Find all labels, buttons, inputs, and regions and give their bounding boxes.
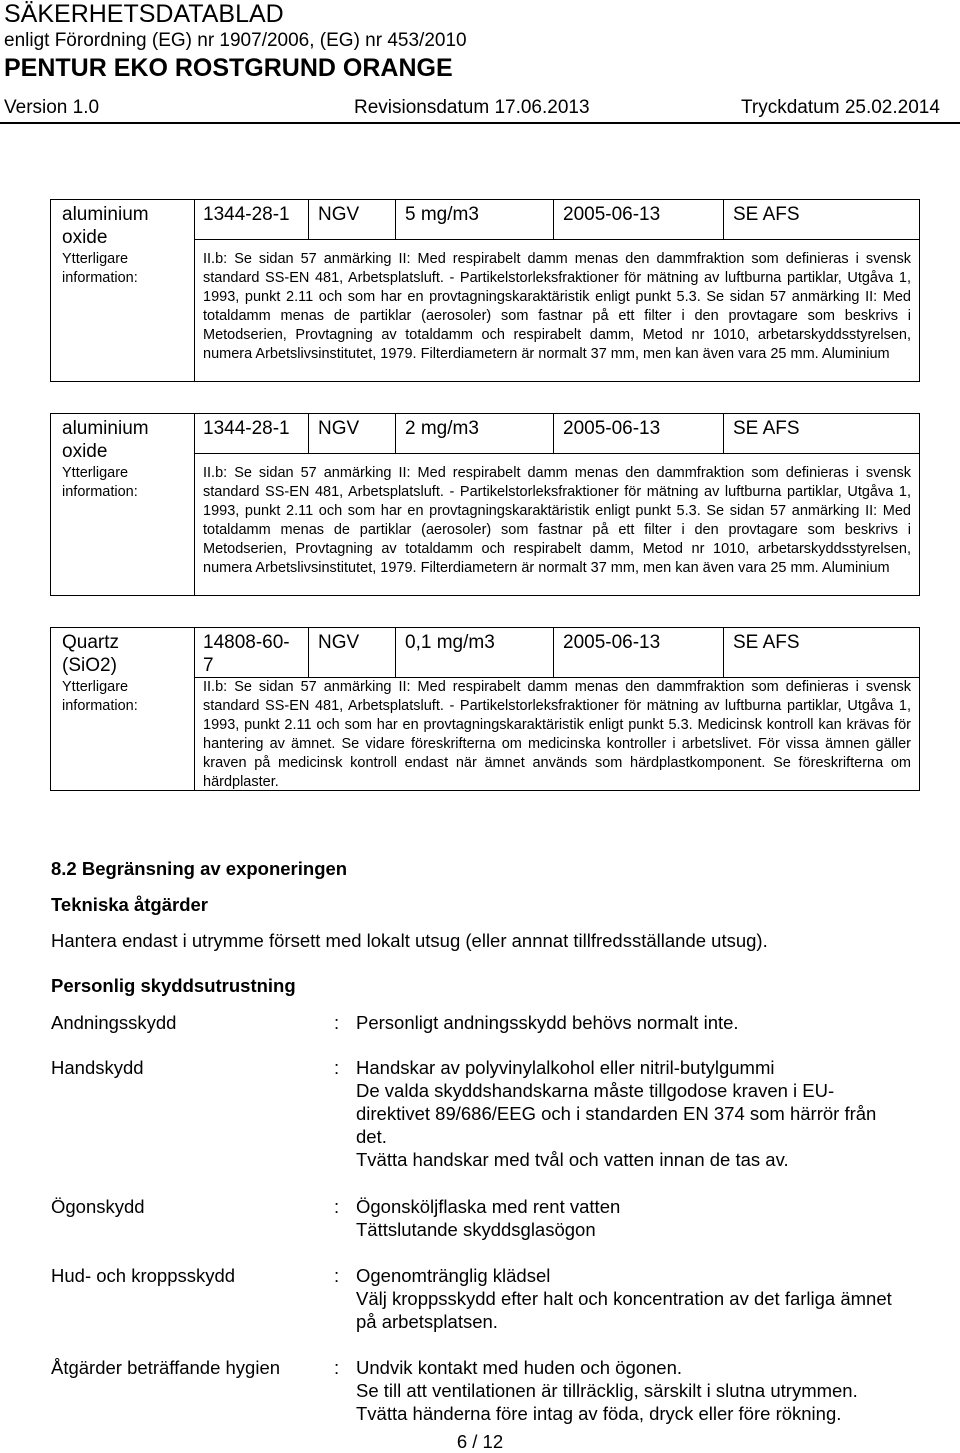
additional-info-text: II.b: Se sidan 57 anmärking II: Med respirabelt damm menas den dammfraktion som definieras i svensk standard SS-EN 481, Arbetsplatsluft. - Partikelstorleksfraktioner för mätning av luftburna partiklar, Utgåva 1, 1993, punkt 2.11 och som har en provtagningskaraktäristik enligt punkt 5.3. Se sidan 57 anmärking II: Med totaldamm menas de partiklar (aerosoler) som fastnar på ett filter i den provtagare som beskrivs i Metodserien, Provtagning av totaldamm och respirabelt damm, Metod nr 1010, arbetarskyddsstyrelsen, numera Arbetslivsinstitutet, 1979. Filterdiametern är normalt 37 mm, men kan även vara 25 mm. Aluminium bbox=[203, 465, 911, 576]
ppe-label-hand: Handskydd bbox=[51, 1057, 144, 1078]
column-divider bbox=[723, 627, 724, 677]
product-name: PENTUR EKO ROSTGRUND ORANGE bbox=[4, 54, 453, 82]
column-divider bbox=[308, 199, 309, 239]
ppe-value-eye: Ögonsköljflaska med rent vatten Tättslutande skyddsglasögon bbox=[356, 1196, 621, 1240]
cas-number: 1344-28-1 bbox=[203, 204, 290, 225]
limit-value: 2 mg/m3 bbox=[405, 418, 479, 439]
ppe-label-respiratory: Andningsskydd bbox=[51, 1012, 177, 1033]
header-divider bbox=[0, 122, 960, 124]
substance-name: aluminium oxide bbox=[62, 418, 149, 462]
column-divider bbox=[308, 627, 309, 677]
technical-measures-heading: Tekniska åtgärder bbox=[51, 894, 208, 915]
limit-value: 0,1 mg/m3 bbox=[405, 632, 495, 653]
ppe-colon: : bbox=[334, 1012, 340, 1033]
column-divider bbox=[723, 199, 724, 239]
substance-name: Quartz (SiO2) bbox=[62, 632, 120, 676]
version-label: Version 1.0 bbox=[4, 97, 100, 118]
ppe-value-hand: Handskar av polyvinylalkohol eller nitril-butylgummi De valda skyddshandskarna måste tillgodose kraven i EU-direktivet 89/686/EEG och i standarden EN 374 som härrör från det. Tvätta handskar med tvål och vatten innan de tas av. bbox=[356, 1057, 877, 1170]
column-divider bbox=[308, 413, 309, 453]
column-divider bbox=[553, 627, 554, 677]
column-divider bbox=[194, 413, 195, 596]
column-divider bbox=[553, 413, 554, 453]
revision-date: Revisionsdatum 17.06.2013 bbox=[354, 97, 590, 118]
column-divider bbox=[395, 413, 396, 453]
limit-value: 5 mg/m3 bbox=[405, 204, 479, 225]
row-divider bbox=[194, 239, 920, 240]
additional-info-label: Ytterligare information: bbox=[62, 679, 138, 714]
document-title: SÄKERHETSDATABLAD bbox=[4, 0, 284, 28]
column-divider bbox=[395, 627, 396, 677]
ppe-colon: : bbox=[334, 1357, 340, 1378]
column-divider bbox=[194, 627, 195, 791]
limit-date: 2005-06-13 bbox=[563, 418, 661, 439]
document-header bbox=[0, 0, 960, 130]
cas-number: 1344-28-1 bbox=[203, 418, 290, 439]
ppe-colon: : bbox=[334, 1265, 340, 1286]
additional-info-label: Ytterligare information: bbox=[62, 465, 138, 500]
ppe-value-respiratory: Personligt andningsskydd behövs normalt inte. bbox=[356, 1012, 739, 1033]
column-divider bbox=[395, 199, 396, 239]
ppe-colon: : bbox=[334, 1057, 340, 1078]
substance-name: aluminium oxide bbox=[62, 204, 149, 248]
limit-source: SE AFS bbox=[733, 204, 800, 225]
technical-measures-text: Hantera endast i utrymme försett med lokalt utsug (eller annnat tillfredsställande utsug). bbox=[51, 930, 768, 951]
ppe-colon: : bbox=[334, 1196, 340, 1217]
column-divider bbox=[194, 199, 195, 382]
ppe-label-eye: Ögonskydd bbox=[51, 1196, 145, 1217]
regulation-reference: enligt Förordning (EG) nr 1907/2006, (EG) nr 453/2010 bbox=[4, 30, 467, 51]
substance-table bbox=[50, 199, 920, 382]
limit-basis: NGV bbox=[318, 418, 360, 439]
limit-date: 2005-06-13 bbox=[563, 204, 661, 225]
limit-source: SE AFS bbox=[733, 418, 800, 439]
page-number: 6 / 12 bbox=[456, 1431, 504, 1452]
additional-info-text: II.b: Se sidan 57 anmärking II: Med respirabelt damm menas den dammfraktion som definieras i svensk standard SS-EN 481, Arbetsplatsluft. - Partikelstorleksfraktioner för mätning av luftburna partiklar, Utgåva 1, 1993, punkt 2.11 och som har en provtagningskaraktäristik enligt punkt 5.3. Medicinsk kontroll kan krävas för hantering av ämnet. Se vidare föreskrifterna om medicinska kontroller i arbetslivet. För vissa ämnen gäller kraven på medicinsk kontroll endast när ämnet används som härdplastkomponent. Se föreskrifterna om härdplaster. bbox=[203, 679, 911, 790]
additional-info-label: Ytterligare information: bbox=[62, 251, 138, 286]
substance-table bbox=[50, 627, 920, 791]
row-divider bbox=[194, 453, 920, 454]
column-divider bbox=[553, 199, 554, 239]
limit-date: 2005-06-13 bbox=[563, 632, 661, 653]
ppe-heading: Personlig skyddsutrustning bbox=[51, 975, 296, 996]
substance-table bbox=[50, 413, 920, 596]
column-divider bbox=[723, 413, 724, 453]
ppe-value-body: Ogenomtränglig klädsel Välj kroppsskydd efter halt och koncentration av det farliga ämnet på arbetsplatsen. bbox=[356, 1265, 892, 1332]
ppe-label-hygiene: Åtgärder beträffande hygien bbox=[51, 1357, 281, 1378]
additional-info-text: II.b: Se sidan 57 anmärking II: Med respirabelt damm menas den dammfraktion som definieras i svensk standard SS-EN 481, Arbetsplatsluft. - Partikelstorleksfraktioner för mätning av luftburna partiklar, Utgåva 1, 1993, punkt 2.11 och som har en provtagningskaraktäristik enligt punkt 5.3. Se sidan 57 anmärking II: Med totaldamm menas de partiklar (aerosoler) som fastnar på ett filter i den provtagare som beskrivs i Metodserien, Provtagning av totaldamm och respirabelt damm, Metod nr 1010, arbetarskyddsstyrelsen, numera Arbetslivsinstitutet, 1979. Filterdiametern är normalt 37 mm, men kan även vara 25 mm. Aluminium bbox=[203, 251, 911, 362]
limit-source: SE AFS bbox=[733, 632, 800, 653]
cas-number: 14808-60- 7 bbox=[203, 632, 290, 676]
limit-basis: NGV bbox=[318, 632, 360, 653]
print-date: Tryckdatum 25.02.2014 bbox=[741, 97, 940, 118]
ppe-value-hygiene: Undvik kontakt med huden och ögonen. Se till att ventilationen är tillräcklig, särskilt i slutna utrymmen. Tvätta händerna före intag av föda, dryck eller före rökning. bbox=[356, 1357, 858, 1424]
section-title: 8.2 Begränsning av exponeringen bbox=[51, 858, 348, 879]
ppe-label-body: Hud- och kroppsskydd bbox=[51, 1265, 236, 1286]
limit-basis: NGV bbox=[318, 204, 360, 225]
